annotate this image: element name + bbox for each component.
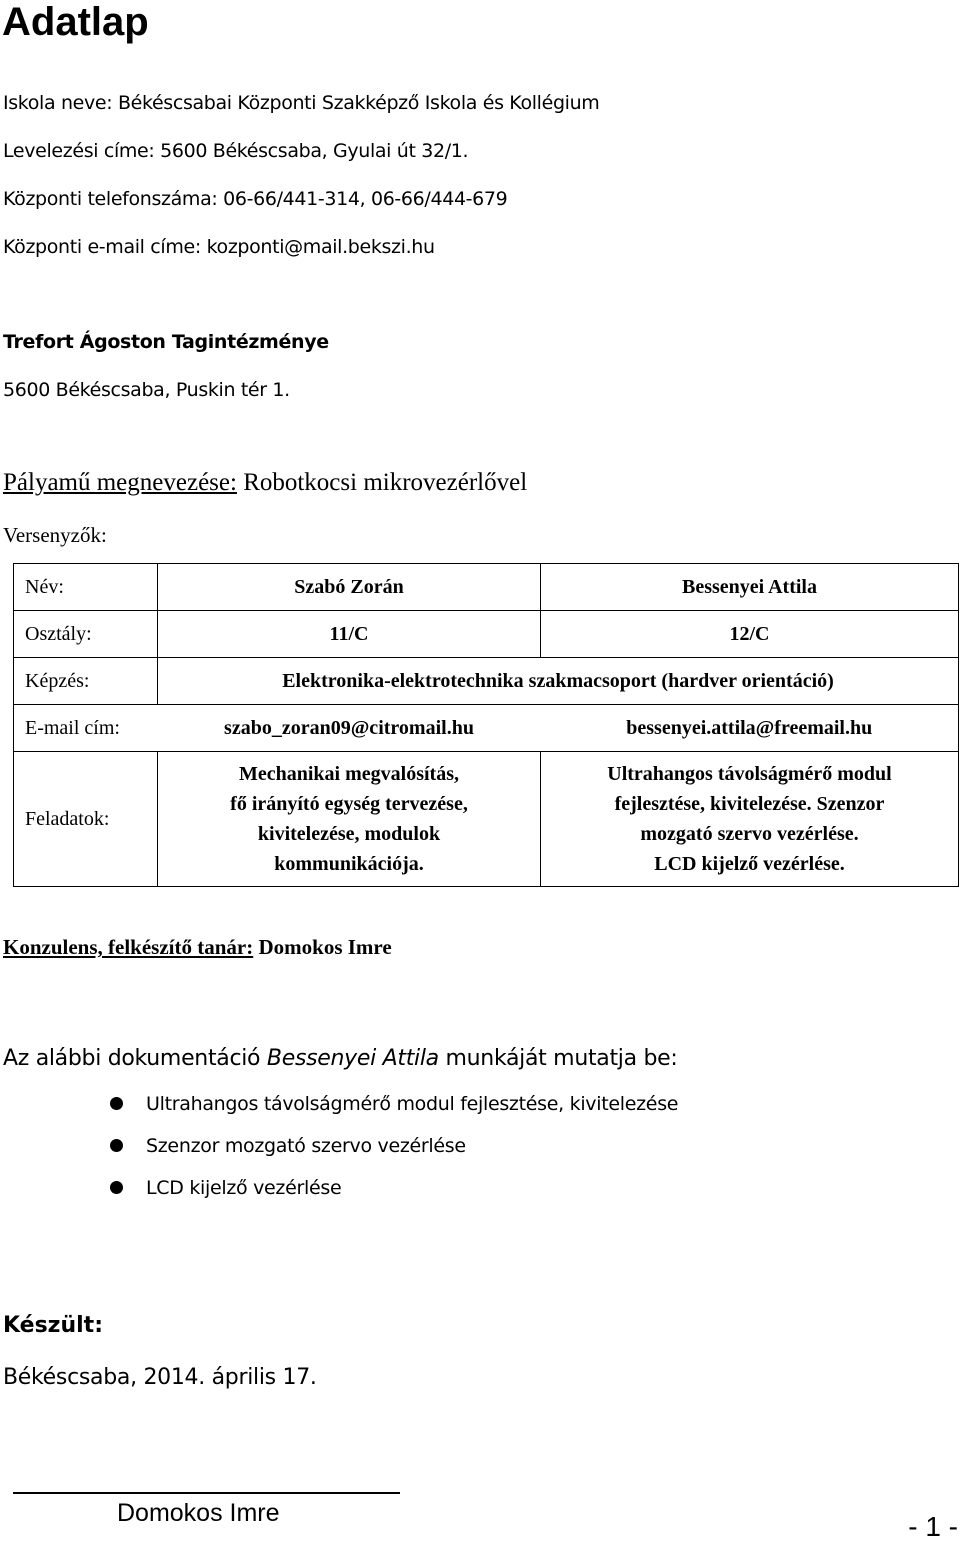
table-row-class <box>14 611 959 658</box>
class-label: Osztály: <box>14 611 158 658</box>
school-phone-line: Központi telefonszáma: 06-66/441-314, 06-66/444-679 <box>3 188 508 210</box>
documentation-list <box>0 1088 678 1214</box>
class-competitor-1: 11/C <box>158 611 541 658</box>
bullet-icon <box>110 1181 123 1194</box>
list-item-text: LCD kijelző vezérlése <box>146 1177 342 1199</box>
work-title-line <box>3 466 527 500</box>
training-value: Elektronika-elektrotechnika szakmacsoport (hardver orientáció) <box>158 658 959 705</box>
tasks-2-line: mozgató szervo vezérlése. <box>640 823 859 845</box>
subunit-name: Trefort Ágoston Tagintézménye <box>3 331 329 353</box>
made-label: Készült: <box>3 1313 103 1338</box>
list-item-text: Ultrahangos távolságmérő modul fejlesztése, kivitelezése <box>146 1093 679 1115</box>
name-competitor-1: Szabó Zorán <box>158 564 541 611</box>
tasks-1-line: kivitelezése, modulok <box>257 823 441 845</box>
list-item <box>0 1088 678 1130</box>
page-number: - 1 - <box>908 1511 958 1542</box>
consultant-name: Domokos Imre <box>258 935 392 959</box>
tasks-1-line: fő irányító egység tervezése, <box>230 793 468 815</box>
tasks-1-line: kommunikációja. <box>274 853 424 875</box>
training-label: Képzés: <box>14 658 158 705</box>
documentation-intro <box>3 1043 678 1075</box>
competitors-table <box>13 563 959 887</box>
table-row-tasks <box>14 752 959 887</box>
made-place-date: Békéscsaba, 2014. április 17. <box>3 1365 317 1390</box>
bullet-icon <box>110 1139 123 1152</box>
name-competitor-2: Bessenyei Attila <box>541 564 959 611</box>
tasks-2-line: Ultrahangos távolságmérő modul <box>607 763 892 785</box>
class-competitor-2: 12/C <box>541 611 959 658</box>
consultant-line <box>3 932 392 962</box>
tasks-label: Feladatok: <box>14 752 158 887</box>
subunit-address: 5600 Békéscsaba, Puskin tér 1. <box>3 379 290 401</box>
page-title: Adatlap <box>2 0 149 44</box>
email-competitor-2: bessenyei.attila@freemail.hu <box>541 705 959 752</box>
list-item-text: Szenzor mozgató szervo vezérlése <box>146 1135 466 1157</box>
bullet-icon <box>110 1097 123 1110</box>
list-item <box>0 1172 678 1214</box>
list-item <box>0 1130 678 1172</box>
signature-name: Domokos Imre <box>117 1499 280 1527</box>
school-name-line: Iskola neve: Békéscsabai Központi Szakképző Iskola és Kollégium <box>3 92 600 114</box>
table-row-training <box>14 658 959 705</box>
tasks-2-line: LCD kijelző vezérlése. <box>654 853 845 875</box>
tasks-2-line: fejlesztése, kivitelezése. Szenzor <box>614 793 885 815</box>
work-title-label: Pályamű megnevezése: <box>3 469 237 496</box>
tasks-competitor-2 <box>541 752 959 887</box>
name-label: Név: <box>14 564 158 611</box>
competitors-label: Versenyzők: <box>3 523 107 547</box>
table-row-name <box>14 564 959 611</box>
signature-line <box>13 1492 400 1494</box>
intro-author: Bessenyei Attila <box>266 1046 439 1071</box>
school-address-line: Levelezési címe: 5600 Békéscsaba, Gyulai út 32/1. <box>3 140 469 162</box>
work-title-value: Robotkocsi mikrovezérlővel <box>243 469 528 496</box>
email-competitor-1: szabo_zoran09@citromail.hu <box>224 716 474 739</box>
table-row-email <box>14 705 959 752</box>
consultant-label: Konzulens, felkészítő tanár: <box>3 935 254 959</box>
tasks-1-line: Mechanikai megvalósítás, <box>239 763 459 785</box>
intro-after: munkáját mutatja be: <box>438 1046 678 1071</box>
email-label: E-mail cím: <box>14 705 158 752</box>
intro-before: Az alábbi dokumentáció <box>3 1046 267 1071</box>
tasks-competitor-1 <box>158 752 541 887</box>
school-email-line: Központi e-mail címe: kozponti@mail.bekszi.hu <box>3 236 435 258</box>
